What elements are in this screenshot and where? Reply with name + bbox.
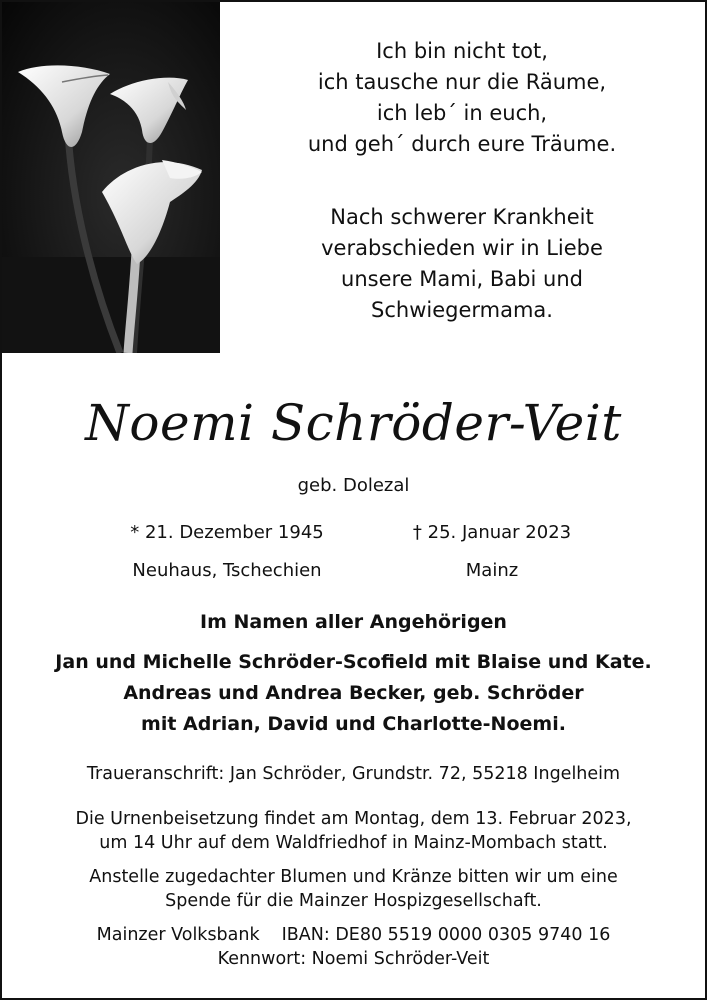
bank-details [2, 923, 705, 971]
family-heading: Im Namen aller Angehörigen [200, 611, 507, 633]
bank-name: Mainzer Volksbank [96, 925, 260, 945]
deceased-name: Noemi Schröder-Veit [85, 394, 622, 452]
bank-line [2, 923, 705, 947]
family-line: Jan und Michelle Schröder-Scofield mit Blaise und Kate. [55, 651, 652, 673]
death-date: † 25. Januar 2023 [412, 522, 572, 543]
birth-place: Neuhaus, Tschechien [132, 560, 322, 581]
donation-line: Anstelle zugedachter Blumen und Kränze bitten wir um eine [89, 867, 618, 887]
family-line: Andreas und Andrea Becker, geb. Schröder [123, 682, 584, 704]
funeral-info [2, 807, 705, 855]
bank-iban: IBAN: DE80 5519 0000 0305 9740 16 [281, 925, 611, 945]
calla-lilies-image [2, 2, 220, 353]
family-list [2, 647, 705, 740]
donation-request [2, 865, 705, 913]
calla-lily-icon [2, 2, 220, 353]
poem-line: ich tausche nur die Räume, [317, 70, 607, 94]
poem-line: Ich bin nicht tot, [376, 39, 548, 63]
funeral-line: Die Urnenbeisetzung findet am Montag, dem 13. Februar 2023, [75, 809, 632, 829]
intro-line: unsere Mami, Babi und [341, 267, 583, 291]
poem-line: und geh´ durch eure Träume. [307, 132, 617, 156]
intro-line: Nach schwerer Krankheit [330, 205, 594, 229]
mourning-address: Traueranschrift: Jan Schröder, Grundstr. 72, 55218 Ingelheim [86, 764, 621, 784]
maiden-name: geb. Dolezal [297, 475, 410, 496]
bank-reference: Kennwort: Noemi Schröder-Veit [217, 949, 490, 969]
family-line: mit Adrian, David und Charlotte-Noemi. [141, 713, 566, 735]
donation-line: Spende für die Mainzer Hospizgesellschaft. [165, 891, 542, 911]
poem-line: ich leb´ in euch, [376, 101, 548, 125]
death-place: Mainz [465, 560, 519, 581]
intro-line: verabschieden wir in Liebe [321, 236, 603, 260]
poem [242, 36, 682, 160]
funeral-line: um 14 Uhr auf dem Waldfriedhof in Mainz-Mombach statt. [99, 833, 608, 853]
birth-date: * 21. Dezember 1945 [130, 522, 324, 543]
intro-line: Schwiegermama. [371, 298, 553, 322]
intro-text [242, 202, 682, 326]
